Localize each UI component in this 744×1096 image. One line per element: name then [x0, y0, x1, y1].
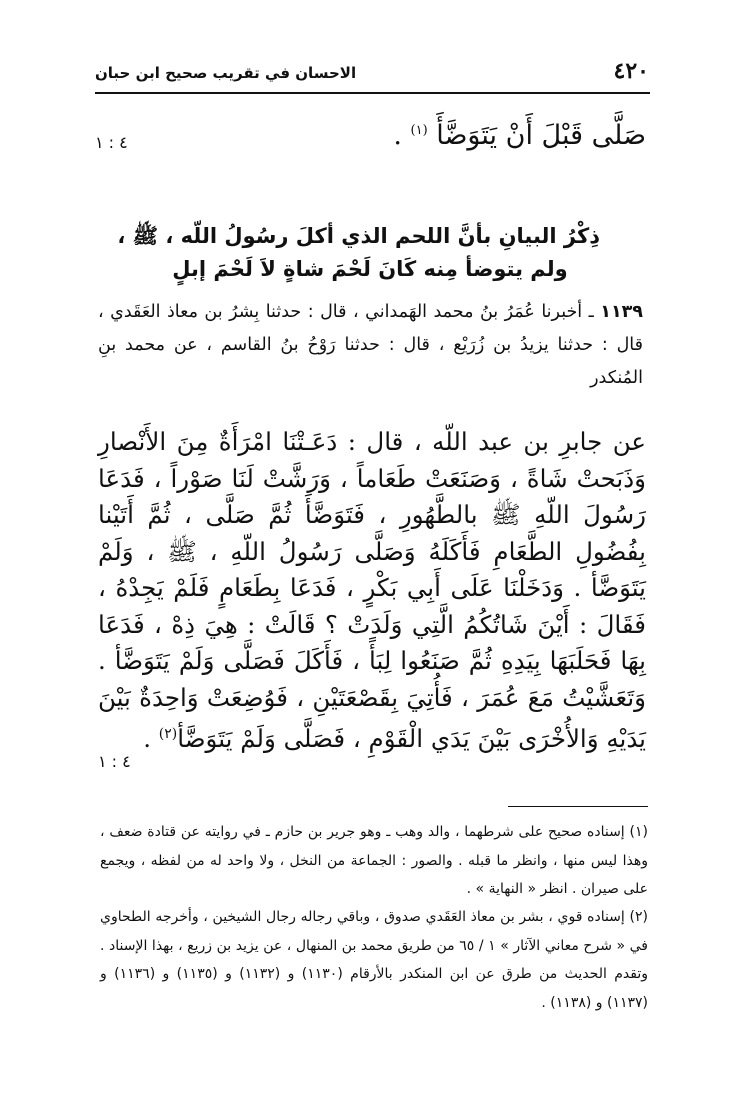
footnote-1 [100, 818, 648, 904]
chapter-heading-line-1: ذِكْرُ البيانِ بأنَّ اللحم الذي أكلَ رسُولُ اللّه ، ﷺ ، [117, 224, 600, 248]
continuation-body: صَلَّى قَبْلَ أَنْ يَتَوَضَّأَ [436, 120, 646, 151]
matn-end: . [143, 724, 159, 754]
continuation-end: . [393, 120, 402, 151]
footnote-marker-2: (٢) [158, 726, 178, 742]
footnote-marker-1: (١) [410, 123, 428, 138]
footnote-1-text: إسناده صحيح على شرطهما ، والد وهب ـ وهو جرير بن حازم ـ في روايته عن قتادة ضعف ، وهذا ليس منها ، وانظر ما قبله . والصور : الجماعة من النخل ، ولا واحد له من لفظه ، ويجمع على صيران . انظر « النهاية » . [100, 824, 648, 897]
page-number: ٤٢٠ [613, 58, 649, 84]
hadith-number: ١١٣٩ [600, 302, 643, 322]
matn-text: عن جابرِ بن عبد اللّه ، قال : دَعَـتْنَا امْرَأَةٌ مِنَ الأَنْصارِ وَذَبَحتْ شَاةً ، وَصَنَعَتْ طَعَاماً ، وَرَشَّتْ لَنَا صَوْراً ، فَدَعَا رَسُولَ اللّهِ ﷺ بالطَّهُورِ ، فَتَوَضَّأَ ثُمَّ صَلَّى ، ثُمَّ أَتَيْنا بِفُضُولِ الطَّعَامِ فَأَكَلَهُ وَصَلَّى رَسُولُ اللّهِ ، ﷺ ، وَلَمْ يَتَوَضَّأ . وَدَخَلْنَا عَلَى أَبِي بَكْرٍ ، فَدَعَا بِطَعَامٍ فَلَمْ يَجِدْهُ ، فَقَالَ : أَيْنَ شَاتُكُمُ الَّتِي وَلَدَتْ ؟ قَالَتْ : هِيَ ذِهْ ، فَدَعَا بِهَا فَحَلَبَهَا بِيَدِهِ ثُمَّ صَنَعُوا لِبَأً ، فَأَكَلَ فَصَلَّى وَلَمْ يَتَوَضَّأ . وَتَعَشَّيْتُ مَعَ عُمَرَ ، فَأُتِيَ بِقَصْعَتَيْنِ ، فَوُضِعَتْ وَاحِدَةٌ بَيْنَ يَدَيْهِ وَالأُخْرَى بَيْنَ يَدَي الْقَوْمِ ، فَصَلَّى وَلَمْ يَتَوَضَّأ [98, 427, 646, 754]
reference-number-1: ٤ : ١ [95, 133, 128, 152]
footnote-separator [508, 806, 648, 807]
reference-number-2: ٤ : ١ [98, 752, 131, 771]
book-title: الاحسان في تقريب صحيح ابن حبان [95, 64, 357, 82]
footnote-2-text: إسناده قوي ، بشر بن معاذ العَقَدي صدوق ، وباقي رجاله رجال الشيخين ، وأخرجه الطحاوي في « شرح معاني الآثار » ١ / ٦٥ من طريق محمد بن المنهال ، عن يزيد بن زريع ، بهذا الإسناد . وتقدم الحديث من طرق عن ابن المنكدر بالأرقام (١١٣٠) و (١١٣٢) و (١١٣٥) و (١١٣٦) و (١١٣٧) و (١١٣٨) . [100, 909, 648, 1011]
footnote-2 [100, 903, 648, 1017]
isnad-text: ـ أخبرنا عُمَرُ بنُ محمد الهَمداني ، قال : حدثنا بِشرُ بن معاذ العَقَدي ، قال : حدثنا يزيدُ بن زُرَيْع ، قال : حدثنا رَوْحُ بنُ القاسم ، عن محمد بنِ المُنكدر [98, 302, 643, 388]
header-rule [95, 92, 650, 94]
continuation-text [393, 120, 646, 151]
hadith-isnad [98, 296, 643, 395]
footnote-1-marker: (١) [629, 824, 648, 840]
hadith-matn [98, 424, 646, 758]
footnote-2-marker: (٢) [629, 909, 648, 925]
chapter-heading-line-2: ولم يتوضأ مِنه كَانَ لَحْمَ شاةٍ لاَ لَحْمَ إبلٍ [172, 257, 568, 281]
